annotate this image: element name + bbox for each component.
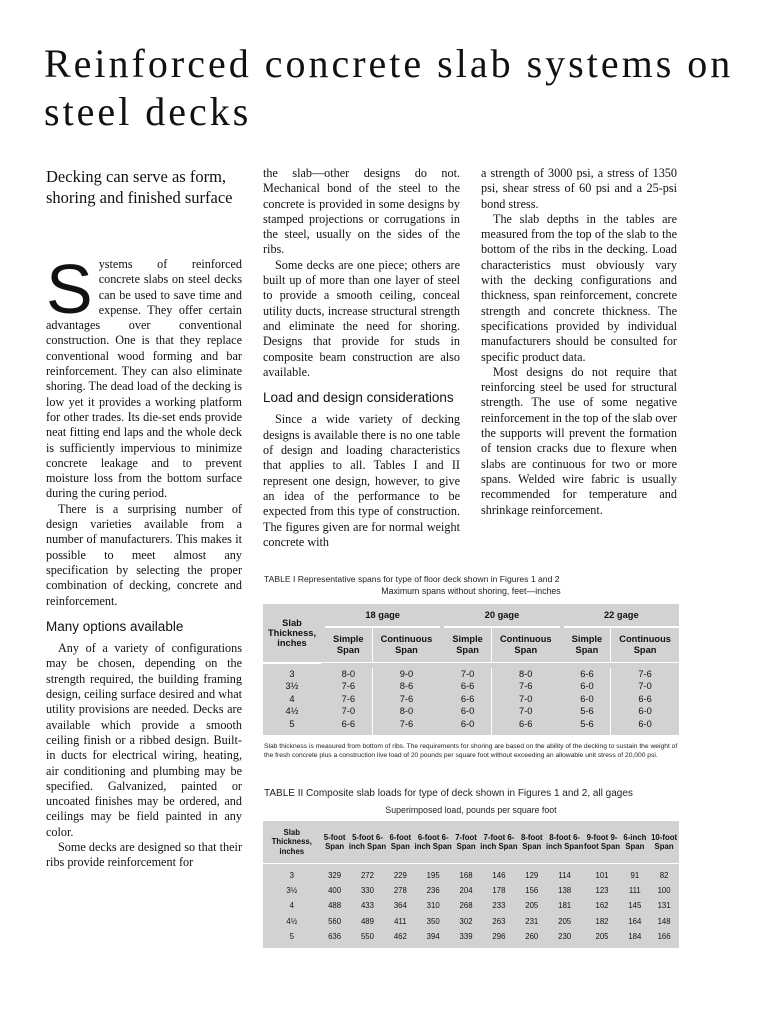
table-header: Simple Span bbox=[452, 634, 483, 655]
column-3 bbox=[481, 166, 677, 518]
section-heading-options: Many options available bbox=[46, 618, 184, 634]
table-2 bbox=[263, 821, 679, 948]
table-cell: 488 bbox=[328, 901, 342, 911]
column-2 bbox=[263, 166, 460, 550]
table-header: Continuous Span bbox=[491, 627, 559, 663]
table-cell: 164 bbox=[628, 916, 642, 926]
table-cell: 7-6 bbox=[372, 718, 440, 736]
gage-header: 22 gage bbox=[564, 604, 679, 627]
table-cell: 6-0 bbox=[460, 706, 475, 717]
table-row bbox=[263, 914, 679, 929]
paragraph: Some decks are designed so that their ribs provide reinforcement for bbox=[46, 839, 242, 870]
table-cell: 350 bbox=[426, 916, 440, 926]
table-2-caption: TABLE II Composite slab loads for type of deck shown in Figures 1 and 2, all gages bbox=[264, 788, 633, 799]
section-heading-load: Load and design considerations bbox=[263, 390, 454, 406]
table-cell: 6-6 bbox=[460, 693, 475, 704]
table-cell: 364 bbox=[393, 901, 407, 911]
table-header: 6-inch Span bbox=[623, 832, 647, 851]
table-cell: 184 bbox=[628, 931, 642, 941]
table-cell: 7-6 bbox=[341, 693, 355, 704]
paragraph: The slab depths in the tables are measured from the top of the slab to the bottom of the ribs in the decking. Load characteristics must obviously vary with the decking configurations and thickness, span reinforcement, concrete strength and concrete thickness. The specifications provided by individual manufacturers should be consulted for specific product data. bbox=[481, 211, 677, 364]
table-cell: 7-0 bbox=[460, 668, 475, 679]
page-title: Reinforced concrete slab systems on steel decks bbox=[44, 41, 734, 134]
table-cell: 268 bbox=[459, 901, 473, 911]
table-cell: 310 bbox=[426, 901, 440, 911]
table-cell: 8-6 bbox=[372, 680, 440, 693]
column-1 bbox=[46, 166, 242, 871]
table-cell: 330 bbox=[360, 886, 374, 896]
deck-subtitle: Decking can serve as form, shoring and finished surface bbox=[46, 167, 233, 207]
table-row bbox=[263, 693, 679, 706]
table-header: 10-foot Span bbox=[651, 832, 678, 851]
table-cell: 3 bbox=[289, 871, 294, 881]
table-row bbox=[263, 898, 679, 913]
table-cell: 6-6 bbox=[611, 693, 679, 706]
table-cell: 6-6 bbox=[341, 718, 355, 729]
gage-header: 20 gage bbox=[444, 604, 559, 627]
table-cell: 6-0 bbox=[611, 718, 679, 736]
table-cell: 229 bbox=[393, 871, 407, 881]
table-cell: 7-0 bbox=[491, 693, 559, 706]
table-header: 6-foot 6-inch Span bbox=[414, 832, 452, 851]
table-header: Continuous Span bbox=[372, 627, 440, 663]
table-cell: 400 bbox=[328, 886, 342, 896]
table-cell: 100 bbox=[657, 886, 671, 896]
table-cell: 162 bbox=[595, 901, 609, 911]
table-cell: 636 bbox=[328, 931, 342, 941]
table-1 bbox=[263, 604, 679, 735]
table-cell: 166 bbox=[657, 931, 671, 941]
table-cell: 236 bbox=[426, 886, 440, 896]
table-cell: 7-0 bbox=[341, 706, 355, 717]
table-header: 8-foot 6-inch Span bbox=[545, 832, 584, 851]
table-cell: 6-6 bbox=[580, 668, 594, 679]
table-cell: 6-6 bbox=[460, 681, 475, 692]
table-cell: 8-0 bbox=[491, 668, 559, 681]
table-cell: 91 bbox=[630, 871, 640, 881]
table-cell: 7-0 bbox=[611, 680, 679, 693]
table-header: 5-foot 6-inch Span bbox=[348, 832, 387, 851]
table-cell: 181 bbox=[558, 901, 572, 911]
table-cell: 8-0 bbox=[341, 668, 355, 679]
table-header: 7-foot 6-inch Span bbox=[480, 832, 518, 851]
table-row bbox=[263, 680, 679, 693]
table-cell: 6-0 bbox=[611, 705, 679, 718]
table-cell: 411 bbox=[394, 916, 407, 926]
paragraph: the slab—other designs do not. Mechanical bond of the steel to the concrete is provided in some designs by stamped projections or corrugations in the steel, usually on the sides of the ribs. bbox=[263, 166, 460, 257]
table-cell: 205 bbox=[595, 931, 609, 941]
table-header: Simple Span bbox=[571, 634, 603, 655]
paragraph: a strength of 3000 psi, a stress of 1350 psi, shear stress of 60 psi and a 25-psi bond stress. bbox=[481, 166, 677, 211]
table-cell: 329 bbox=[328, 871, 342, 881]
table-header: Continuous Span bbox=[611, 627, 679, 663]
table-cell: 8-0 bbox=[372, 705, 440, 718]
table-cell: 148 bbox=[657, 916, 671, 926]
table-cell: 156 bbox=[525, 886, 539, 896]
drop-cap: S bbox=[46, 250, 93, 328]
table-cell: 560 bbox=[328, 916, 342, 926]
table-cell: 123 bbox=[595, 886, 609, 896]
table-header: 7-foot Span bbox=[455, 832, 477, 851]
table-cell: 233 bbox=[492, 901, 506, 911]
table-2-subtitle: Superimposed load, pounds per square foot bbox=[385, 805, 557, 815]
table-cell: 7-6 bbox=[341, 681, 355, 692]
paragraph: Some decks are one piece; others are built up of more than one layer of steel to provide a smooth ceiling, conceal utility ducts, increase structural strength and eliminate the need for shoring. Designs that provide for studs in composite beam construction are also available. bbox=[263, 257, 460, 379]
table-cell: 6-0 bbox=[580, 681, 594, 692]
table-cell: 489 bbox=[360, 916, 374, 926]
table-cell: 4 bbox=[289, 693, 295, 704]
paragraph: Since a wide variety of decking designs is available there is no one table of design and loading characteristics that applies to all. Tables I and II represent one design, however, to give an idea of the performance to be expected from this type of construction. The figures given are for normal weight concrete with bbox=[263, 412, 460, 549]
table-cell: 129 bbox=[525, 871, 539, 881]
table-cell: 131 bbox=[657, 901, 671, 911]
table-cell: 7-0 bbox=[491, 705, 559, 718]
table-cell: 4½ bbox=[285, 706, 299, 717]
table-cell: 339 bbox=[459, 931, 473, 941]
table-header: Slab Thickness, inches bbox=[263, 604, 321, 663]
table-cell: 7-6 bbox=[372, 693, 440, 706]
table-row bbox=[263, 883, 679, 898]
table-cell: 550 bbox=[360, 931, 374, 941]
table-cell: 263 bbox=[492, 916, 506, 926]
table-cell: 146 bbox=[492, 871, 506, 881]
table-cell: 394 bbox=[426, 931, 440, 941]
table-cell: 111 bbox=[628, 886, 641, 896]
table-row bbox=[263, 929, 679, 948]
table-cell: 138 bbox=[558, 886, 572, 896]
table-cell: 4 bbox=[289, 901, 294, 911]
table-header: 6-foot Span bbox=[389, 832, 412, 851]
table-cell: 296 bbox=[492, 931, 506, 941]
table-cell: 231 bbox=[525, 916, 539, 926]
table-cell: 272 bbox=[360, 871, 374, 881]
table-header: 9-foot 9-foot Span bbox=[584, 832, 620, 851]
table-row bbox=[263, 868, 679, 883]
table-cell: 4½ bbox=[286, 916, 298, 926]
table-cell: 278 bbox=[393, 886, 407, 896]
paragraph: Most designs do not require that reinforcing steel be used for structural strength. The use of some negative reinforcement in the top of the slab over the supports will prevent the formation of tension cracks due to flexure when slabs are continuous for two or more spans. Welded wire fabric is usually recommended for temperature and shrinkage reinforcement. bbox=[481, 364, 677, 517]
table-cell: 178 bbox=[492, 886, 506, 896]
table-cell: 101 bbox=[595, 871, 609, 881]
table-cell: 195 bbox=[426, 871, 440, 881]
table-cell: 6-0 bbox=[580, 693, 594, 704]
paragraph: There is a surprising number of design varieties available from a number of manufacturers. This makes it possible to meet almost any specification by selecting the proper combination of decking, concrete and reinforcement. bbox=[46, 501, 242, 608]
table-1-caption: TABLE I Representative spans for type of floor deck shown in Figures 1 and 2 bbox=[264, 574, 560, 584]
table-cell: 260 bbox=[525, 931, 539, 941]
table-cell: 433 bbox=[360, 901, 374, 911]
table-cell: 145 bbox=[628, 901, 642, 911]
gage-header: 18 gage bbox=[325, 604, 440, 627]
table-row bbox=[263, 668, 679, 681]
table-header: 8-foot Span bbox=[520, 832, 543, 851]
table-cell: 5 bbox=[289, 931, 294, 941]
table-row bbox=[263, 705, 679, 718]
table-cell: 6-6 bbox=[491, 718, 559, 736]
table-row bbox=[263, 718, 679, 736]
table-cell: 7-6 bbox=[491, 680, 559, 693]
table-cell: 6-0 bbox=[460, 718, 475, 729]
intro-text: ystems of reinforced concrete slabs on steel decks can be used to save time and expense. They offer certain advantages over conventional construction. One is that they replace conventional wood forming and bar reinforcement. They can also eliminate shoring. The dead load of the decking is low yet it provides a working platform for other trades. Its die-set ends provide neat fitting end laps and the whole deck is sufficiently impervious to minimize concrete leakage and to prevent moisture loss from the bottom surface during the curing period. bbox=[46, 257, 242, 501]
table-cell: 9-0 bbox=[372, 668, 440, 681]
table-header: 5-foot Span bbox=[323, 832, 346, 851]
table-cell: 182 bbox=[595, 916, 609, 926]
table-header: Slab Thickness, inches bbox=[271, 827, 312, 856]
table-1-note: Slab thickness is measured from bottom of ribs. The requirements for shoring are based on the ability of the decking to sustain the weight of the fresh concrete plus a construction live load of 20 pounds per square foot without exceeding an allowable unit stress of 20,000 psi. bbox=[264, 743, 678, 759]
table-cell: 168 bbox=[459, 871, 473, 881]
table-cell: 5-6 bbox=[580, 706, 594, 717]
table-1-subtitle: Maximum spans without shoring, feet—inches bbox=[381, 586, 561, 596]
intro-paragraph bbox=[46, 250, 242, 502]
table-cell: 7-6 bbox=[611, 668, 679, 681]
table-cell: 3½ bbox=[286, 886, 298, 896]
table-cell: 3½ bbox=[285, 681, 299, 692]
table-cell: 3 bbox=[289, 668, 295, 679]
table-cell: 205 bbox=[525, 901, 539, 911]
table-cell: 204 bbox=[459, 886, 473, 896]
paragraph: Any of a variety of configurations may be chosen, depending on the strength required, the building framing design, ceiling surface desired and what utility provisions are needed. Decks are available which provide a smooth ceiling finish or a ribbed design. Built-in ducts for electrical wiring, heating, air conditioning and plumbing may be specified. Galvanized, painted or uncoated finishes may be ordered, and ceilings may be field painted in any color. bbox=[46, 641, 242, 839]
table-cell: 230 bbox=[558, 931, 572, 941]
table-cell: 5 bbox=[289, 718, 295, 729]
table-cell: 82 bbox=[659, 871, 669, 881]
table-cell: 5-6 bbox=[580, 718, 594, 729]
table-cell: 114 bbox=[558, 871, 571, 881]
table-cell: 462 bbox=[393, 931, 407, 941]
table-header: Simple Span bbox=[333, 634, 364, 655]
table-cell: 205 bbox=[558, 916, 572, 926]
table-cell: 302 bbox=[459, 916, 473, 926]
